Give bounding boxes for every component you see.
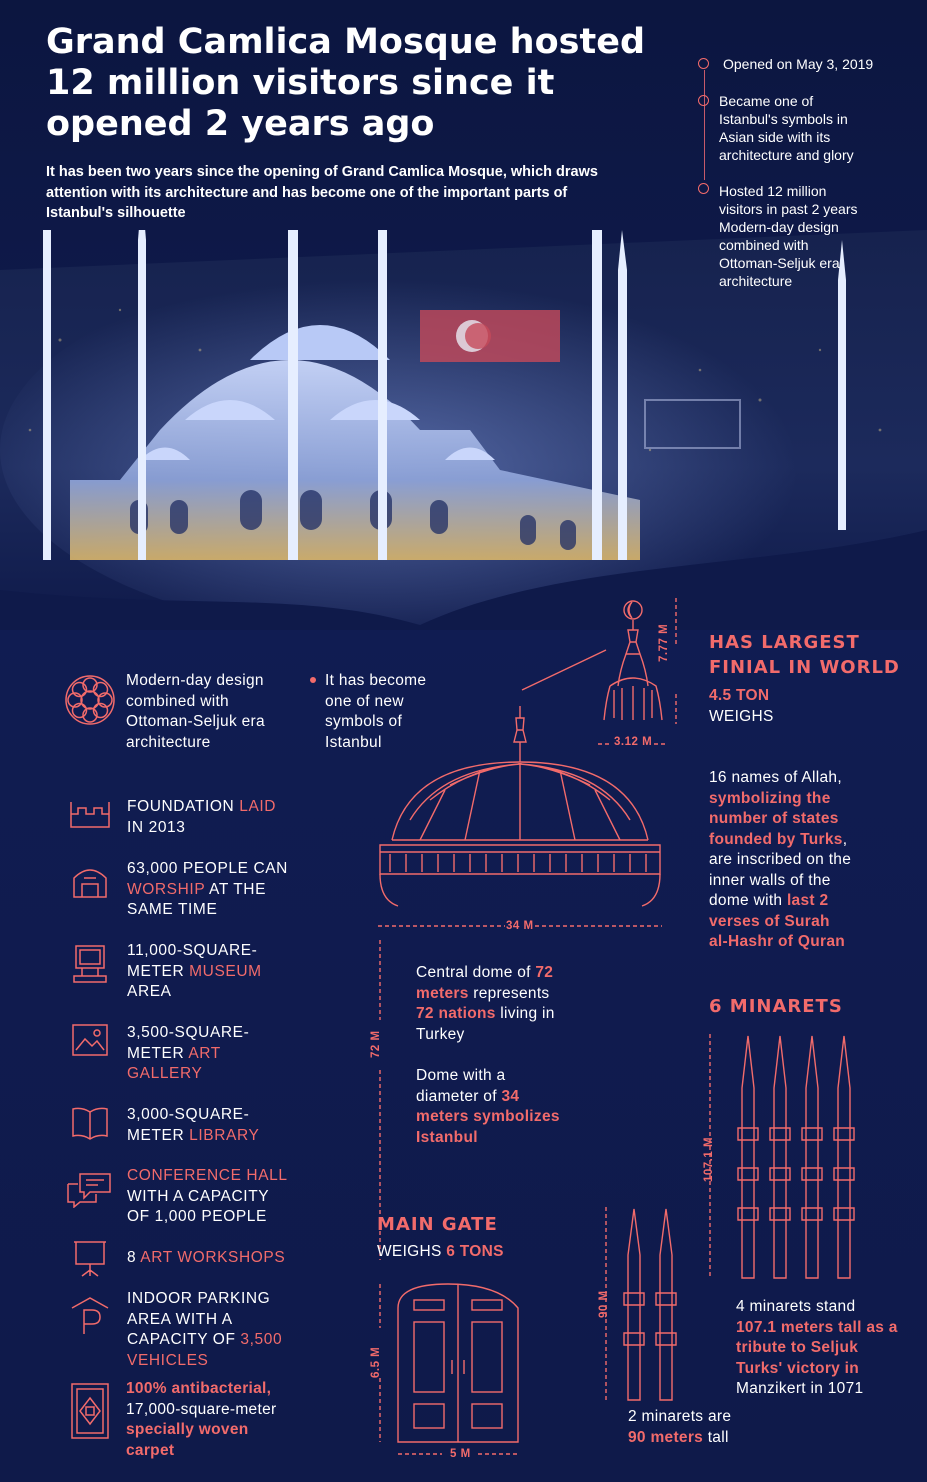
timeline-dot-icon [698, 183, 709, 194]
easel-icon [72, 1240, 108, 1278]
short-minaret-height-label: 90 M [598, 1290, 610, 1318]
dome-diameter-label: 34 M [506, 920, 534, 932]
timeline-line [704, 70, 705, 180]
dome-text-72: Central dome of 72 meters represents 72 nations living in Turkey [416, 964, 555, 1043]
dome-height-label: 72 M [370, 1030, 382, 1058]
fact-workshops: 8 ART WORKSHOPS [127, 1249, 286, 1266]
parking-icon [70, 1296, 110, 1336]
fact-gallery: 3,500-SQUARE- METER ART GALLERY [127, 1024, 250, 1082]
gate-weight: WEIGHS 6 TONS [377, 1243, 504, 1260]
fact-library: 3,000-SQUARE- METER LIBRARY [127, 1106, 260, 1144]
dome-text-34: Dome with a diameter of 34 meters symbolizes Istanbul [416, 1067, 560, 1146]
finial-heading: HAS LARGEST FINIAL IN WORLD [709, 632, 900, 678]
page-subtitle: It has been two years since the opening of Grand Camlica Mosque, which draws attention with its architecture and has become one of the important parts of Istanbul's silhouette [46, 164, 598, 221]
timeline-dot-icon [698, 58, 709, 69]
gate-height-label: 6.5 M [370, 1346, 382, 1378]
intro-design-text: Modern-day design combined with Ottoman-Seljuk era architecture [126, 672, 265, 751]
tall-minarets-drawing [700, 1028, 860, 1290]
minarets-4-text: 4 minarets stand 107.1 meters tall as a tribute to Seljuk Turks' victory in Manzikert in 1071 [736, 1298, 898, 1397]
finial-height-label: 7.77 M [658, 623, 670, 662]
mosque-night-photo [0, 230, 927, 630]
tall-minaret-height-label: 107.1 M [703, 1136, 715, 1182]
fact-foundation: FOUNDATION LAID IN 2013 [127, 798, 277, 836]
fact-parking: INDOOR PARKING AREA WITH A CAPACITY OF 3,500 VEHICLES [127, 1290, 283, 1369]
minarets-heading: 6 MINARETS [709, 996, 843, 1017]
fact-worship: 63,000 PEOPLE CAN WORSHIP AT THE SAME TIME [127, 860, 288, 918]
fact-carpet: 100% antibacterial, 17,000-square-meter specially woven carpet [126, 1380, 277, 1459]
intro-symbol-text: It has become one of new symbols of Istanbul [325, 672, 427, 751]
timeline-dot-icon [698, 95, 709, 106]
fact-museum: 11,000-SQUARE- METER MUSEUM AREA [127, 942, 262, 1000]
mosque-building-icon [70, 862, 110, 898]
minarets-2-text: 2 minarets are 90 meters tall [628, 1408, 732, 1446]
main-gate-drawing [370, 1278, 530, 1468]
rosette-icon [62, 672, 118, 728]
timeline-item-visitors: Hosted 12 million visitors in past 2 years Modern-day design combined with Ottoman-Seljuk era architecture [719, 183, 858, 289]
gate-width-label: 5 M [450, 1448, 471, 1460]
finial-width-label: 3.12 M [614, 736, 653, 748]
carpet-icon [70, 1382, 110, 1440]
dome-finial-drawing [370, 590, 690, 940]
museum-display-icon [72, 944, 108, 984]
allah-names-text: 16 names of Allah, symbolizing the number of states founded by Turks, are inscribed on the inner walls of the dome with last 2 verses of Surah al-Hashr of Quran [709, 769, 852, 950]
bullet-dot-icon [310, 677, 316, 683]
foundation-icon [70, 800, 110, 828]
timeline-item-symbol: Became one of Istanbul's symbols in Asian side with its architecture and glory [719, 93, 854, 163]
fact-conference: CONFERENCE HALL WITH A CAPACITY OF 1,000 PEOPLE [127, 1167, 288, 1225]
page-title: Grand Camlica Mosque hosted 12 million visitors since it opened 2 years ago [46, 22, 645, 144]
gate-heading: MAIN GATE [377, 1214, 498, 1235]
finial-weight: 4.5 TON WEIGHS [709, 687, 774, 725]
art-picture-icon [72, 1024, 108, 1056]
timeline-item-opened: Opened on May 3, 2019 [723, 56, 874, 72]
open-book-icon [70, 1106, 110, 1140]
conference-chat-icon [66, 1172, 112, 1208]
